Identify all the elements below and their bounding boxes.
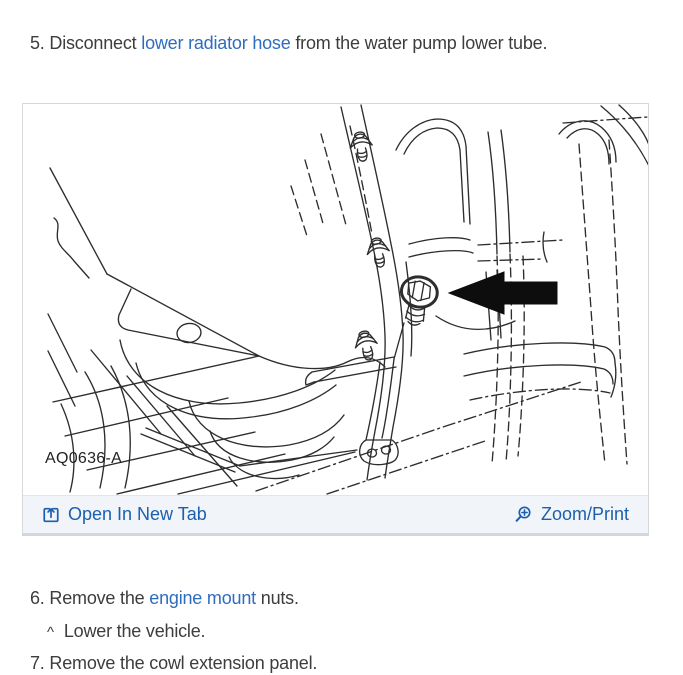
floor-hatch-lines: [53, 350, 584, 494]
step-5-prefix: 5. Disconnect: [30, 33, 142, 53]
zoom-print-label: Zoom/Print: [540, 504, 629, 524]
open-in-new-tab-icon: [42, 506, 60, 524]
step-6-text: [30, 586, 299, 610]
step-6-sub-label: Lower the vehicle.: [63, 621, 206, 641]
step-7-text: 7. Remove the cowl extension panel.: [30, 653, 318, 673]
lower-radiator-hose-link[interactable]: lower radiator hose: [141, 33, 291, 53]
step-5-text: [30, 31, 547, 55]
zoom-in-icon: [513, 505, 533, 525]
figure-toolbar: [23, 495, 648, 533]
figure-box: [22, 103, 649, 534]
figure-canvas: [23, 104, 648, 495]
zoom-print-link[interactable]: [513, 504, 629, 525]
pointer-arrow: [449, 272, 557, 314]
bolt-small-2: [365, 236, 392, 269]
engine-silhouette-lines: [48, 168, 259, 492]
figure-id-label: AQ0636-A: [45, 450, 123, 467]
open-in-new-tab-link[interactable]: [42, 504, 207, 525]
open-in-new-tab-label: Open In New Tab: [68, 504, 207, 524]
step-6-prefix: 6. Remove the: [30, 588, 150, 608]
figure-illustration: [23, 104, 648, 495]
engine-mount-link[interactable]: engine mount: [149, 588, 256, 608]
step-5-suffix: from the water pump lower tube.: [290, 33, 548, 53]
step-6-suffix: nuts.: [255, 588, 299, 608]
caret-marker: ^: [47, 624, 54, 641]
step-6-sub-text: [47, 619, 205, 645]
